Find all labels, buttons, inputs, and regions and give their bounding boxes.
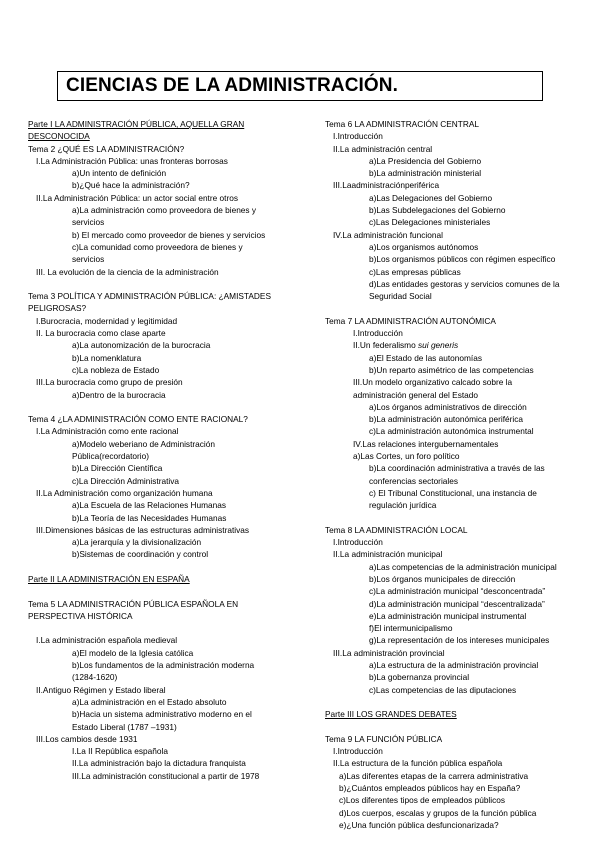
outline-item: II.La administración central <box>333 143 433 154</box>
outline-item: a)Los órganos administrativos de dirección <box>369 401 527 412</box>
section-heading: PERSPECTIVA HISTÓRICA <box>28 610 133 621</box>
document-title: CIENCIAS DE LA ADMINISTRACIÓN. <box>66 75 398 96</box>
outline-item: servicios <box>72 254 105 265</box>
outline-item: d)La administración municipal “descentralizada” <box>369 598 545 609</box>
outline-item: Pública(recordatorio) <box>72 451 150 462</box>
outline-item: II.La Administración Pública: un actor social entre otros <box>36 192 238 203</box>
section-heading: Tema 6 LA ADMINISTRACIÓN CENTRAL <box>325 119 479 129</box>
outline-item: b)La coordinación administrativa a través de las <box>369 463 545 474</box>
outline-item: (1284-1620) <box>72 672 118 683</box>
outline-item: b)La nomenklatura <box>72 352 142 363</box>
outline-item: I.Introducción <box>333 746 383 757</box>
outline-item: b)La Teoría de las Necesidades Humanas <box>72 512 227 523</box>
outline-item: c)La administración municipal “desconcentrada” <box>369 586 546 597</box>
section-heading: DESCONOCIDA <box>28 131 90 142</box>
outline-item: c)Las Delegaciones ministeriales <box>369 217 491 228</box>
spacer <box>28 278 300 290</box>
outline-item: b)Sistemas de coordinación y control <box>72 549 209 560</box>
outline-item: a)El Estado de las autonomías <box>369 352 482 363</box>
outline-item: regulación jurídica <box>369 500 437 511</box>
spacer <box>325 302 587 314</box>
outline-item: a)Las Cortes, un foro político <box>353 451 460 462</box>
outline-item: b)Los organismos públicos con régimen específico <box>369 254 556 265</box>
outline-item: a)Las diferentes etapas de la carrera administrativa <box>339 770 529 781</box>
outline-item: Estado Liberal (1787 –1931) <box>72 721 177 732</box>
outline-item: II.La administración municipal <box>333 549 443 560</box>
outline-item: I.La II República española <box>72 746 168 757</box>
section-heading: Parte I LA ADMINISTRACIÓN PÚBLICA, AQUELLA GRAN <box>28 119 245 129</box>
outline-item: f)El intermunicipalismo <box>369 623 453 634</box>
spacer <box>325 721 587 733</box>
spacer <box>28 622 300 634</box>
outline-item: e)¿Una función pública desfuncionarizada? <box>339 819 499 830</box>
outline-item: e)La administración municipal instrumental <box>369 610 527 621</box>
right-column <box>325 118 587 831</box>
outline-item: a)Un intento de definición <box>72 168 167 179</box>
section-heading: Tema 2 ¿QUÉ ES LA ADMINISTRACIÓN? <box>28 143 185 154</box>
outline-item: a)La jerarquía y la divisionalización <box>72 537 202 548</box>
outline-item: III.La burocracia como grupo de presión <box>36 377 183 388</box>
outline-item: III.La administración constitucional a partir de 1978 <box>72 770 260 781</box>
outline-item: c) El Tribunal Constitucional, una instancia de <box>369 487 537 498</box>
outline-item: II.La administración bajo la dictadura franquista <box>72 758 246 769</box>
outline-item: b) El mercado como proveedor de bienes y servicios <box>72 229 266 240</box>
outline-item: II.Un federalismo sui generis <box>353 340 459 351</box>
outline-item: III.Un modelo organizativo calcado sobre la <box>353 377 513 388</box>
outline-item: III.Dimensiones básicas de las estructuras administrativas <box>36 524 250 535</box>
spacer <box>28 561 300 573</box>
outline-item: b)La administración autonómica periférica <box>369 414 524 425</box>
outline-item: d)Las entidades gestoras y servicios comunes de la <box>369 278 560 289</box>
section-heading: Tema 9 LA FUNCIÓN PÚBLICA <box>325 733 443 744</box>
outline-item: a)La administración en el Estado absoluto <box>72 696 227 707</box>
outline-item: Seguridad Social <box>369 291 432 302</box>
section-heading: PELIGROSAS? <box>28 303 87 314</box>
outline-item: b)Los fundamentos de la administración moderna <box>72 660 255 671</box>
outline-item: b)Los órganos municipales de dirección <box>369 573 516 584</box>
outline-item: servicios <box>72 217 105 228</box>
outline-item: I.Introducción <box>333 537 383 548</box>
outline-item: b)Las Subdelegaciones del Gobierno <box>369 205 506 216</box>
outline-item: II.La Administración como organización humana <box>36 487 213 498</box>
outline-item: c)La Dirección Administrativa <box>72 475 179 486</box>
outline-item: a)La Escuela de las Relaciones Humanas <box>72 500 227 511</box>
outline-item: conferencias sectoriales <box>369 475 459 486</box>
outline-item: I.La administración española medieval <box>36 635 178 646</box>
outline-item: g)La representación de los intereses municipales <box>369 635 550 646</box>
outline-item: c)Los diferentes tipos de empleados públicos <box>339 795 506 806</box>
outline-item: III.Los cambios desde 1931 <box>36 733 138 744</box>
outline-item: c)Las competencias de las diputaciones <box>369 684 517 695</box>
title-box <box>57 71 543 101</box>
outline-item: d)Los cuerpos, escalas y grupos de la función pública <box>339 807 537 818</box>
section-heading: Tema 8 LA ADMINISTRACIÓN LOCAL <box>325 524 468 535</box>
outline-item: b)La administración ministerial <box>369 168 482 179</box>
outline-item: a)La estructura de la administración provincial <box>369 660 539 671</box>
section-heading: Parte II LA ADMINISTRACIÓN EN ESPAÑA <box>28 573 190 584</box>
outline-item: I.Introducción <box>333 131 383 142</box>
outline-item: b)La Dirección Científica <box>72 463 163 474</box>
outline-item: III.Laadministraciónperiférica <box>333 180 440 191</box>
outline-item: IV.La administración funcional <box>333 229 443 240</box>
outline-item: a)La autonomización de la burocracia <box>72 340 211 351</box>
left-column <box>28 118 300 782</box>
outline-item: b)La gobernanza provincial <box>369 672 470 683</box>
outline-item: III.La administración provincial <box>333 647 445 658</box>
section-heading: Tema 7 LA ADMINISTRACIÓN AUTONÓMICA <box>325 315 496 326</box>
outline-item: II.Antiguo Régimen y Estado liberal <box>36 684 166 695</box>
outline-item: a)La administración como proveedora de bienes y <box>72 205 257 216</box>
spacer <box>325 696 587 708</box>
spacer <box>325 512 587 524</box>
outline-item: I.Introducción <box>353 328 403 339</box>
outline-item: I.La Administración como ente racional <box>36 426 179 437</box>
outline-item: c)La comunidad como proveedora de bienes y <box>72 241 243 252</box>
outline-item: a)El modelo de la Iglesia católica <box>72 647 194 658</box>
section-heading: Tema 3 POLÍTICA Y ADMINISTRACIÓN PÚBLICA: ¿AMISTADES <box>28 291 271 302</box>
section-heading: Parte III LOS GRANDES DEBATES <box>325 709 457 720</box>
outline-item: II. La burocracia como clase aparte <box>36 328 166 339</box>
outline-item: IV.Las relaciones intergubernamentales <box>353 438 499 449</box>
outline-item: a)La Presidencia del Gobierno <box>369 155 482 166</box>
spacer <box>28 401 300 413</box>
section-heading: Tema 5 LA ADMINISTRACIÓN PÚBLICA ESPAÑOLA EN <box>28 598 239 609</box>
outline-item: b)¿Cuántos empleados públicos hay en España? <box>339 783 521 794</box>
section-heading: Tema 4 ¿LA ADMINISTRACIÓN COMO ENTE RACIONAL? <box>28 414 248 425</box>
outline-item: a)Modelo weberiano de Administración <box>72 438 215 449</box>
outline-item: b)Un reparto asimétrico de las competencias <box>369 364 534 375</box>
outline-item: a)Dentro de la burocracia <box>72 389 166 400</box>
outline-item: administración general del Estado <box>353 389 478 400</box>
outline-item: b)Hacia un sistema administrativo moderno en el <box>72 709 252 720</box>
outline-item: a)Las competencias de la administración municipal <box>369 561 557 572</box>
outline-item: c)Las empresas públicas <box>369 266 461 277</box>
outline-item: a)Los organismos autónomos <box>369 241 479 252</box>
outline-item: I.La Administración Pública: unas fronteras borrosas <box>36 155 228 166</box>
outline-item: a)Las Delegaciones del Gobierno <box>369 192 493 203</box>
outline-item: c)La administración autonómica instrumental <box>369 426 534 437</box>
outline-item: III. La evolución de la ciencia de la administración <box>36 266 219 277</box>
spacer <box>28 585 300 597</box>
outline-item: I.Burocracia, modernidad y legitimidad <box>36 315 178 326</box>
outline-item: b)¿Qué hace la administración? <box>72 180 190 191</box>
outline-item: II.La estructura de la función pública española <box>333 758 503 769</box>
outline-item: c)La nobleza de Estado <box>72 364 160 375</box>
